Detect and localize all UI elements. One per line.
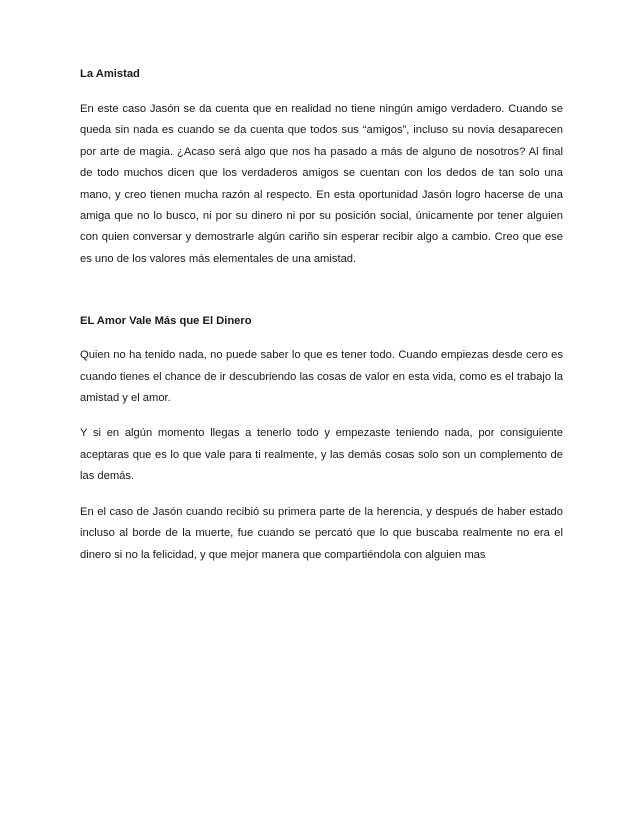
section-heading-la-amistad: La Amistad xyxy=(80,68,140,80)
paragraph-el-amor-1: Quien no ha tenido nada, no puede saber lo que es tener todo. Cuando empiezas desde cero es cuando tienes el chance de ir descubriendo las cosas de valor en esta vida, como es el trabajo la amistad y el amor. xyxy=(80,349,563,405)
section-heading-el-amor-vale-mas: EL Amor Vale Más que El Dinero xyxy=(80,315,252,328)
paragraph-el-amor-3: En el caso de Jasón cuando recibió su primera parte de la herencia, y después de haber estado incluso al borde de la muerte, fue cuando se percató que lo que buscaba realmente no era el dinero si no la felicidad, y que mejor manera que compartiéndola con alguien mas xyxy=(80,505,563,561)
paragraph-la-amistad: En este caso Jasón se da cuenta que en realidad no tiene ningún amigo verdadero. Cuando se queda sin nada es cuando se da cuenta que todos sus “amigos”, incluso su novia desaparecen por arte de magia. ¿Acaso será algo que nos ha pasado a más de alguno de nosotros? Al final de todo muchos dicen que los verdaderos amigos se cuentan con los dedos de tan solo una mano, y creo tienen mucha razón al respecto. En esta oportunidad Jasón logro hacerse de una amiga que no lo busco, ni por su dinero ni por su posición social, únicamente por tener alguien con quien conversar y demostrarle algún cariño sin esperar recibir algo a cambio. Creo que ese es uno de los valores más elementales de una amistad. xyxy=(80,103,563,265)
paragraph-el-amor-2: Y si en algún momento llegas a tenerlo todo y empezaste teniendo nada, por consiguiente aceptaras que es lo que vale para ti realmente, y las demás cosas solo son un complemento de las demás. xyxy=(80,427,563,483)
document-page xyxy=(80,66,563,580)
